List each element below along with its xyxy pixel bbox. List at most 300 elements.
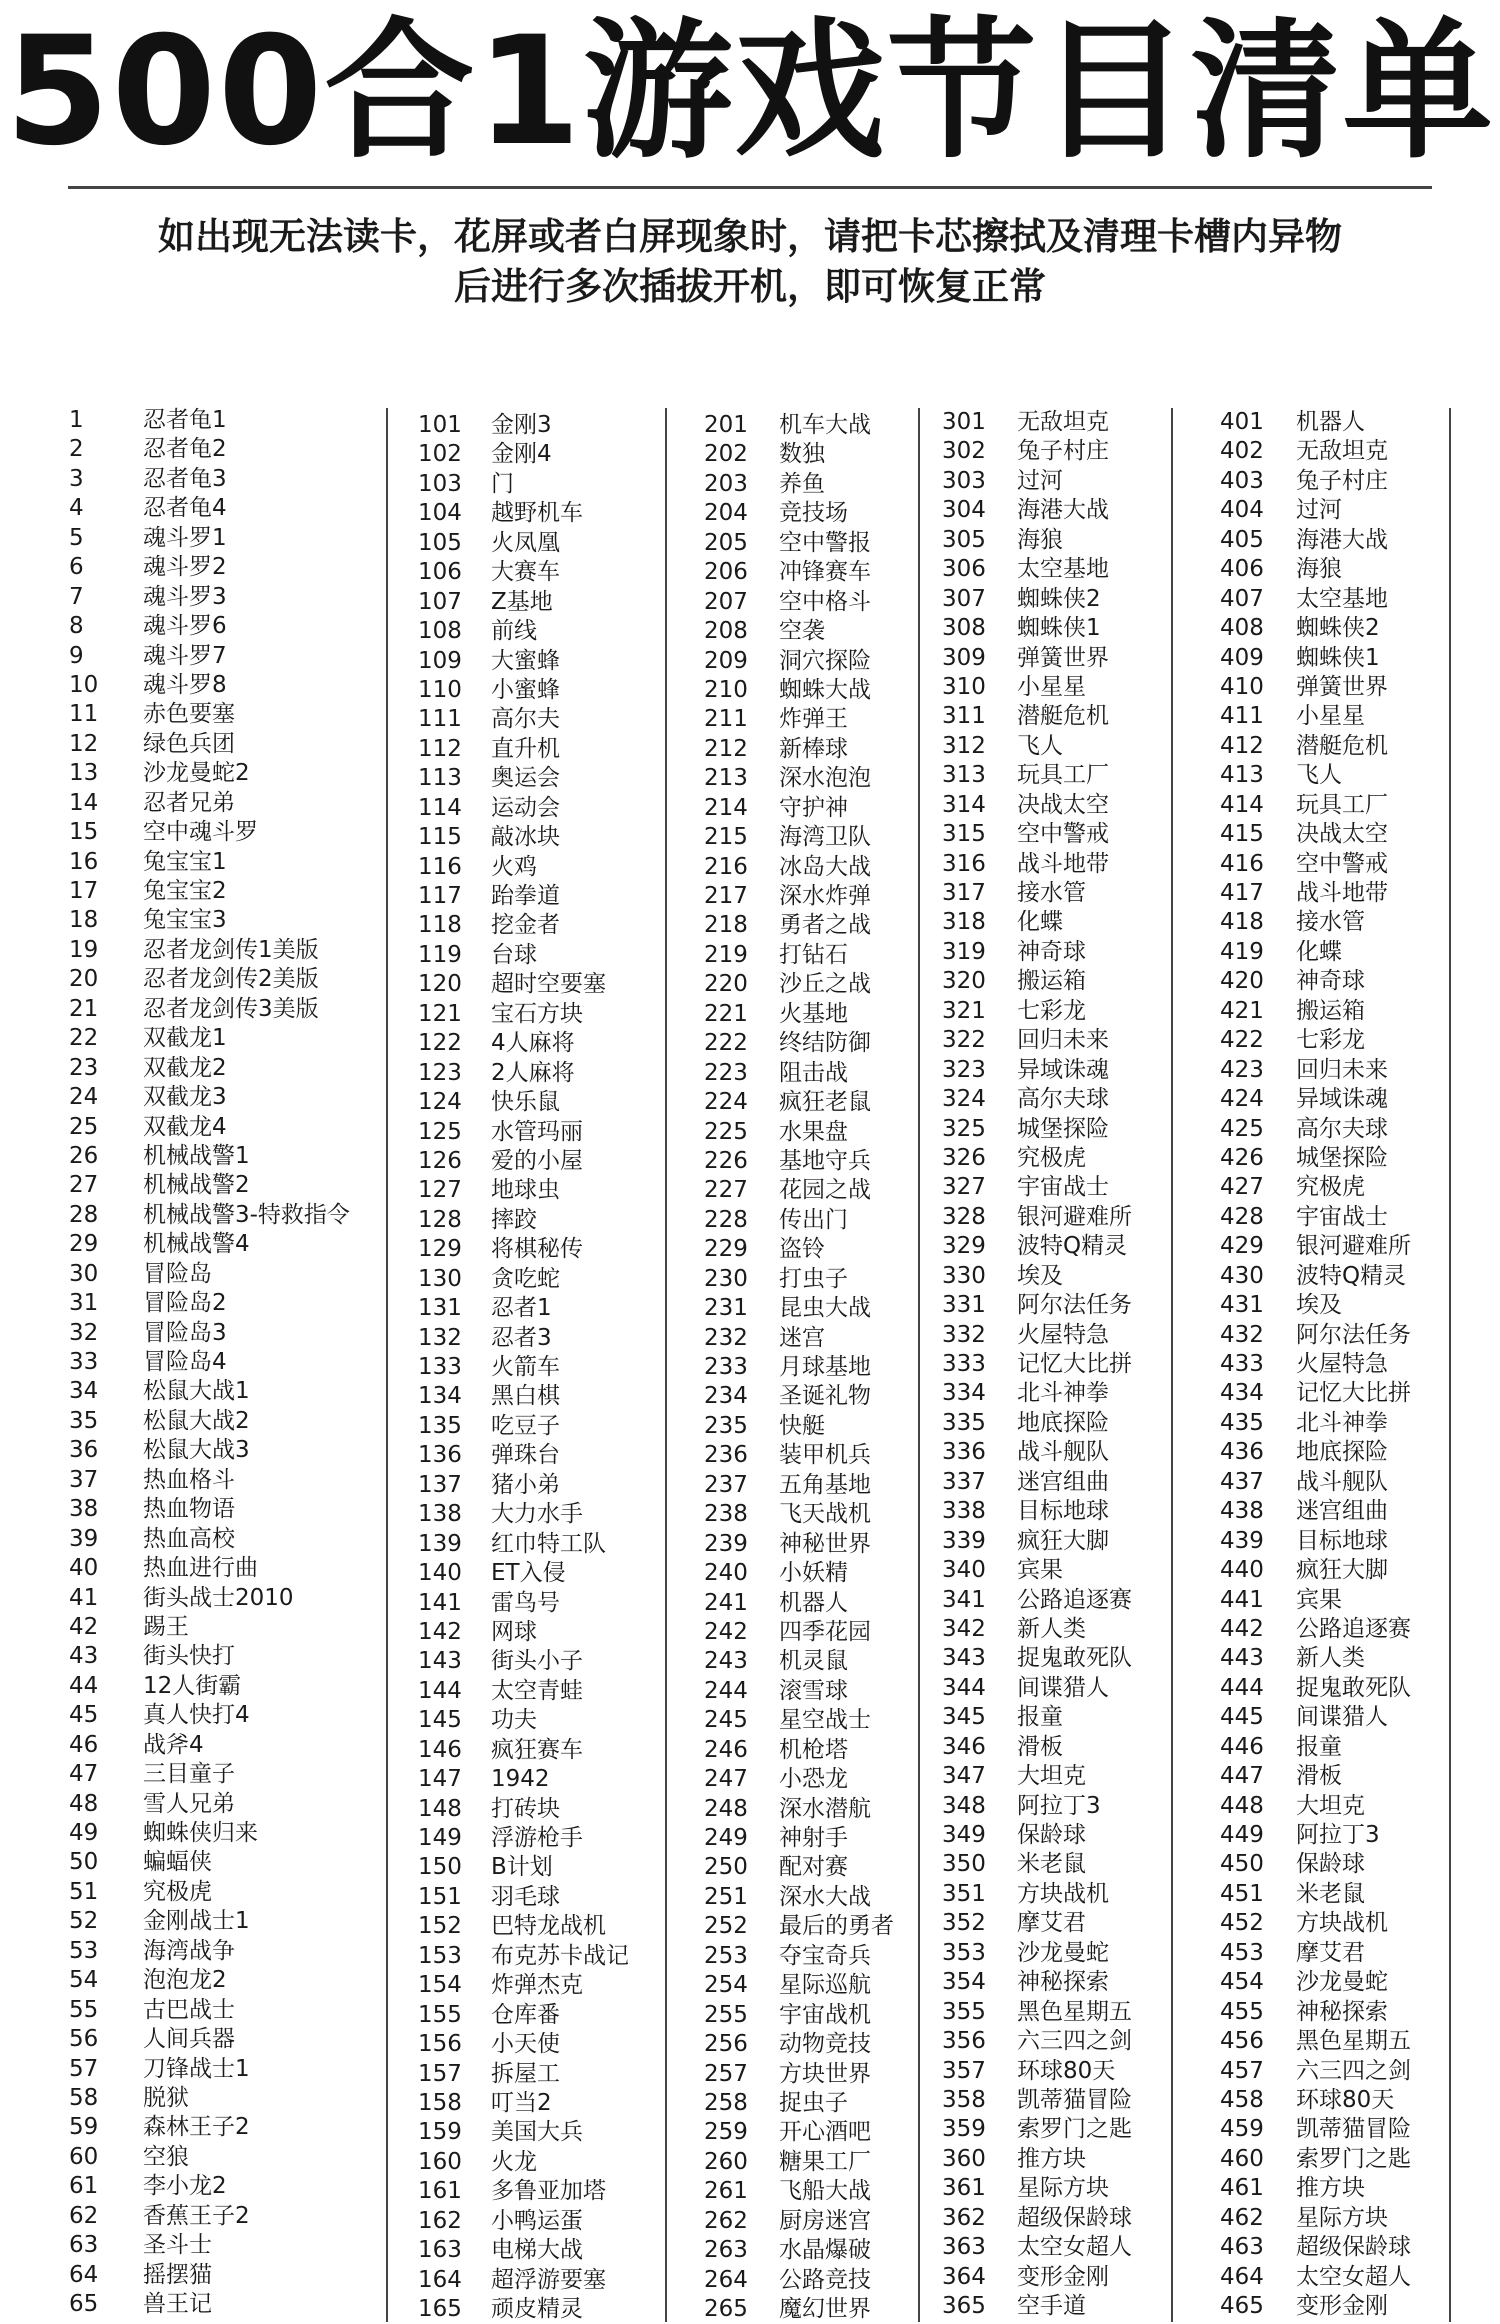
game-list-item (69, 2084, 349, 2113)
game-title: 数独 (779, 441, 825, 468)
game-number: 350 (942, 1851, 986, 1878)
game-title: 地球虫 (491, 1177, 560, 1204)
game-list-item (418, 2118, 698, 2147)
game-list-item (418, 1000, 698, 1029)
game-title: 弹珠台 (491, 1442, 560, 1469)
game-number: 155 (418, 2001, 462, 2028)
game-list-item (69, 877, 349, 906)
game-title: 超级保龄球 (1017, 2204, 1132, 2231)
game-list-item (69, 1230, 349, 1259)
game-list-item (69, 1436, 349, 1465)
game-title: 兔子村庄 (1017, 438, 1109, 465)
game-list-item (942, 1762, 1222, 1791)
game-title: 大坦克 (1017, 1763, 1086, 1790)
game-number: 123 (418, 1059, 462, 1086)
game-number: 225 (704, 1118, 748, 1145)
game-list-item (942, 732, 1222, 761)
game-number: 318 (942, 909, 986, 936)
game-title: 阿尔法任务 (1017, 1292, 1132, 1319)
game-number: 334 (942, 1380, 986, 1407)
game-title: 七彩龙 (1296, 1027, 1365, 1054)
game-number: 244 (704, 1677, 748, 1704)
game-list-item (69, 906, 349, 935)
game-number: 425 (1220, 1115, 1264, 1142)
game-list-item (69, 465, 349, 494)
game-list-item (1220, 526, 1500, 555)
game-number: 163 (418, 2237, 462, 2264)
game-title: 七彩龙 (1017, 997, 1086, 1024)
game-number: 35 (69, 1407, 99, 1434)
game-title: 滑板 (1017, 1733, 1063, 1760)
game-number: 34 (69, 1378, 99, 1405)
game-list-item (1220, 1968, 1500, 1997)
game-number: 438 (1220, 1498, 1264, 1525)
game-number: 105 (418, 529, 462, 556)
game-number: 121 (418, 1000, 462, 1027)
game-title: 阿拉丁3 (1296, 1822, 1380, 1848)
game-list-item (69, 494, 349, 523)
game-number: 47 (69, 1761, 99, 1788)
game-title: 弹簧世界 (1017, 644, 1109, 671)
game-title: 空手道 (1017, 2293, 1086, 2319)
game-number: 326 (942, 1144, 986, 1171)
game-number: 219 (704, 941, 748, 968)
game-number: 108 (418, 618, 462, 645)
game-list-item (418, 882, 698, 911)
game-number: 323 (942, 1056, 986, 1083)
game-title: 三目童子 (143, 1761, 235, 1788)
game-title: 方块世界 (779, 2060, 871, 2087)
game-number: 263 (704, 2237, 748, 2264)
game-title: 羽毛球 (491, 1883, 560, 1910)
game-list-item (942, 1291, 1222, 1320)
game-list-item (1220, 555, 1500, 584)
game-title: 小恐龙 (779, 1766, 848, 1793)
game-number: 6 (69, 554, 84, 581)
game-number: 435 (1220, 1409, 1264, 1436)
game-title: 快乐鼠 (491, 1089, 560, 1116)
game-title: 阿拉丁3 (1017, 1792, 1101, 1819)
game-list-item (418, 1235, 698, 1264)
game-title: 刀锋战士1 (143, 2055, 250, 2082)
game-list-item (942, 1203, 1222, 1232)
game-list-item (1220, 2057, 1500, 2086)
game-number: 132 (418, 1324, 462, 1351)
game-list-item (69, 2143, 349, 2172)
game-number: 429 (1220, 1233, 1264, 1260)
game-title: Z基地 (491, 588, 553, 615)
game-title: 目标地球 (1296, 1527, 1388, 1554)
game-title: 空袭 (779, 618, 825, 645)
game-list-item (69, 1348, 349, 1377)
game-number: 12 (69, 730, 99, 757)
game-title: 究极虎 (143, 1878, 212, 1905)
game-list-item (942, 1703, 1222, 1732)
game-list-item (69, 1319, 349, 1348)
game-list-item (418, 1912, 698, 1941)
game-list-item (942, 997, 1222, 1026)
game-title: 竞技场 (779, 500, 848, 527)
game-number: 414 (1220, 791, 1264, 818)
game-title: 贪吃蛇 (491, 1265, 560, 1292)
game-title: 空中警报 (779, 529, 871, 556)
game-list-item (418, 735, 698, 764)
game-number: 246 (704, 1736, 748, 1763)
game-number: 11 (69, 701, 99, 728)
game-number: 223 (704, 1059, 748, 1086)
game-title: 热血进行曲 (143, 1555, 258, 1582)
game-title: 推方块 (1296, 2175, 1365, 2202)
game-number: 342 (942, 1615, 986, 1642)
game-title: 阿尔法任务 (1296, 1321, 1411, 1348)
game-number: 327 (942, 1174, 986, 1201)
game-title: 机枪塔 (779, 1736, 848, 1763)
game-number: 217 (704, 883, 748, 909)
game-list-item (1220, 2145, 1500, 2174)
game-list-item (69, 995, 349, 1024)
game-title: 疯狂赛车 (491, 1736, 583, 1763)
game-title: 夺宝奇兵 (779, 1942, 871, 1969)
game-number: 159 (418, 2119, 462, 2146)
game-list-item (1220, 1733, 1500, 1762)
game-title: 李小龙2 (143, 2173, 227, 2200)
game-number: 362 (942, 2204, 986, 2231)
game-number: 352 (942, 1910, 986, 1937)
game-title: 热血物语 (143, 1496, 235, 1523)
game-title: 星际巡航 (779, 1972, 871, 1999)
game-title: 忍者龟2 (143, 436, 227, 463)
game-title: 双截龙1 (143, 1025, 227, 1052)
game-number: 220 (704, 971, 748, 998)
game-list-item (942, 879, 1222, 908)
game-title: 星空战士 (779, 1707, 871, 1734)
game-number: 231 (704, 1295, 748, 1322)
game-number: 142 (418, 1618, 462, 1645)
game-list-item (69, 1584, 349, 1613)
game-list-item (1220, 437, 1500, 466)
game-title: 魂斗罗8 (143, 671, 227, 698)
game-title: 超浮游要塞 (491, 2266, 606, 2293)
game-number: 62 (69, 2202, 99, 2229)
game-title: 忍者1 (491, 1295, 552, 1322)
game-title: 机械战警2 (143, 1172, 250, 1199)
game-list-item (69, 2290, 349, 2319)
game-title: 六三四之剑 (1017, 2028, 1132, 2055)
game-number: 413 (1220, 762, 1264, 789)
game-list-item (942, 1821, 1222, 1850)
game-title: 地底探险 (1296, 1439, 1388, 1466)
game-number: 308 (942, 615, 986, 642)
game-column-5 (1220, 408, 1500, 2321)
game-title: 目标地球 (1017, 1498, 1109, 1525)
game-title: 魂斗罗1 (143, 524, 227, 551)
game-title: 魂斗罗6 (143, 613, 227, 640)
game-number: 446 (1220, 1733, 1264, 1760)
game-title: 宇宙战机 (779, 2001, 871, 2028)
game-number: 457 (1220, 2057, 1264, 2084)
game-number: 113 (418, 765, 462, 792)
game-number: 405 (1220, 526, 1264, 553)
game-number: 221 (704, 1000, 748, 1027)
game-list-item (69, 1083, 349, 1112)
game-number: 330 (942, 1262, 986, 1289)
game-title: 摔跤 (491, 1206, 537, 1233)
game-number: 143 (418, 1648, 462, 1675)
game-list-item (418, 1412, 698, 1441)
game-title: 忍者龙剑传1美版 (143, 936, 319, 963)
game-list-item (418, 2295, 698, 2324)
game-title: 机灵鼠 (779, 1648, 848, 1675)
game-title: 火龙 (491, 2148, 537, 2175)
game-title: 冒险岛3 (143, 1319, 227, 1346)
game-number: 255 (704, 2001, 748, 2028)
game-number: 412 (1220, 732, 1264, 759)
game-list-item (1220, 614, 1500, 643)
game-number: 51 (69, 1878, 99, 1905)
game-list-item (942, 1409, 1222, 1438)
game-number: 241 (704, 1589, 748, 1616)
game-number: 16 (69, 848, 99, 875)
game-list-item (418, 794, 698, 823)
game-title: 吃豆子 (491, 1412, 560, 1439)
game-title: 踢王 (143, 1613, 189, 1640)
game-number: 251 (704, 1883, 748, 1910)
game-number: 338 (942, 1498, 986, 1525)
game-list-item (69, 1907, 349, 1936)
game-list-item (69, 1701, 349, 1730)
game-number: 310 (942, 673, 986, 700)
game-number: 331 (942, 1292, 986, 1319)
game-title: 潜艇危机 (1296, 732, 1388, 759)
game-title: 越野机车 (491, 500, 583, 527)
game-title: 松鼠大战2 (143, 1407, 250, 1434)
game-list-item (942, 1232, 1222, 1261)
game-title: 决战太空 (1296, 821, 1388, 848)
game-list-item (418, 1736, 698, 1765)
game-title: 糖果工厂 (779, 2148, 871, 2175)
game-list-item (1220, 1674, 1500, 1703)
game-list-item (1220, 761, 1500, 790)
game-title: 高尔夫球 (1296, 1115, 1388, 1142)
game-list-item (69, 2113, 349, 2142)
game-number: 428 (1220, 1203, 1264, 1230)
game-number: 22 (69, 1025, 99, 1052)
game-list-item (69, 1819, 349, 1848)
game-title: 机器人 (779, 1589, 848, 1616)
game-title: 报童 (1017, 1704, 1063, 1731)
game-title: 火凤凰 (491, 529, 560, 556)
game-list-item (418, 1088, 698, 1117)
game-number: 53 (69, 1937, 99, 1964)
game-number: 256 (704, 2031, 748, 2058)
game-number: 431 (1220, 1292, 1264, 1319)
game-title: 疯狂老鼠 (779, 1089, 871, 1116)
game-number: 239 (704, 1530, 748, 1557)
game-list-item (69, 1878, 349, 1907)
game-title: 配对赛 (779, 1854, 848, 1881)
game-number: 319 (942, 938, 986, 965)
game-title: 滑板 (1296, 1763, 1342, 1790)
game-number: 149 (418, 1825, 462, 1851)
game-number: 45 (69, 1702, 99, 1729)
game-number: 64 (69, 2261, 99, 2288)
game-number: 461 (1220, 2175, 1264, 2202)
game-number: 419 (1220, 938, 1264, 965)
game-number: 55 (69, 1996, 99, 2023)
game-number: 18 (69, 907, 99, 934)
game-list-item (418, 1147, 698, 1176)
game-list-item (942, 820, 1222, 849)
game-title: 快艇 (779, 1412, 825, 1439)
game-title: 海狼 (1296, 556, 1342, 583)
game-title: 海港大战 (1017, 497, 1109, 524)
game-list-item (1220, 1350, 1500, 1379)
game-list-item (942, 1556, 1222, 1585)
game-list-item (1220, 1232, 1500, 1261)
game-title: 黑白棋 (491, 1383, 560, 1410)
game-number: 153 (418, 1942, 462, 1969)
game-number: 406 (1220, 556, 1264, 583)
game-title: 金刚3 (491, 412, 552, 438)
game-list-item (1220, 1586, 1500, 1615)
game-list-item (942, 1850, 1222, 1879)
game-number: 111 (418, 706, 462, 733)
game-title: 仓库番 (491, 2001, 560, 2028)
game-title: 银河避难所 (1296, 1233, 1411, 1260)
game-title: 星际方块 (1296, 2204, 1388, 2231)
game-title: 摩艾君 (1296, 1939, 1365, 1966)
game-title: 赤色要塞 (143, 701, 235, 728)
game-title: 2人麻将 (491, 1059, 575, 1086)
game-number: 146 (418, 1736, 462, 1763)
game-list-item (942, 408, 1222, 437)
game-number: 402 (1220, 438, 1264, 465)
game-number: 117 (418, 883, 462, 909)
game-number: 212 (704, 735, 748, 762)
game-title: 高尔夫球 (1017, 1086, 1109, 1113)
game-list-item (418, 2001, 698, 2030)
game-title: 泡泡龙2 (143, 1967, 227, 1994)
game-list-item (1220, 1615, 1500, 1644)
game-title: 机械战警1 (143, 1142, 250, 1169)
game-list-item (69, 524, 349, 553)
game-title: 异域诛魂 (1296, 1086, 1388, 1113)
game-number: 312 (942, 732, 986, 759)
game-number: 15 (69, 819, 99, 846)
game-number: 354 (942, 1969, 986, 1996)
game-title: 花园之战 (779, 1177, 871, 1204)
game-list-item (942, 761, 1222, 790)
game-list-item (69, 642, 349, 671)
game-list-item (1220, 1203, 1500, 1232)
game-list-item (942, 644, 1222, 673)
game-title: 宇宙战士 (1296, 1203, 1388, 1230)
game-title: 深水炸弹 (779, 883, 871, 909)
game-number: 236 (704, 1442, 748, 1469)
game-number: 24 (69, 1084, 99, 1111)
game-title: 冰岛大战 (779, 853, 871, 880)
game-number: 48 (69, 1790, 99, 1817)
game-list-item (69, 1377, 349, 1406)
game-number: 41 (69, 1584, 99, 1611)
game-list-item (418, 647, 698, 676)
game-title: 小蜜蜂 (491, 676, 560, 703)
game-list-item (942, 1468, 1222, 1497)
game-title: 蜘蛛侠1 (1296, 644, 1380, 671)
game-list-item (942, 1909, 1222, 1938)
game-number: 260 (704, 2148, 748, 2175)
game-number: 403 (1220, 467, 1264, 494)
game-number: 340 (942, 1557, 986, 1584)
game-title: 无敌坦克 (1296, 438, 1388, 465)
game-list-item (69, 1466, 349, 1495)
game-title: 玩具工厂 (1296, 791, 1388, 818)
game-list-item (1220, 1115, 1500, 1144)
game-number: 404 (1220, 497, 1264, 524)
game-number: 228 (704, 1206, 748, 1233)
page-title: 500合1游戏节目清单 (5, 5, 1495, 179)
game-title: 热血格斗 (143, 1466, 235, 1493)
game-title: 直升机 (491, 735, 560, 762)
game-number: 21 (69, 995, 99, 1022)
game-title: 雪人兄弟 (143, 1790, 235, 1817)
game-number: 210 (704, 676, 748, 703)
game-number: 5 (69, 524, 84, 551)
game-list-item (942, 1527, 1222, 1556)
game-title: 装甲机兵 (779, 1442, 871, 1469)
game-title: 沙龙曼蛇2 (143, 760, 250, 787)
game-title: 索罗门之匙 (1296, 2145, 1411, 2172)
game-number: 349 (942, 1822, 986, 1848)
game-title: 敲冰块 (491, 824, 560, 851)
game-title: 海湾战争 (143, 1937, 235, 1964)
game-list-item (69, 1407, 349, 1436)
game-title: 空狼 (143, 2143, 189, 2170)
game-title: 机车大战 (779, 412, 871, 438)
game-list-item (1220, 1497, 1500, 1526)
game-list-item (942, 1321, 1222, 1350)
game-list-item (1220, 2263, 1500, 2292)
game-list-item (1220, 2174, 1500, 2203)
game-title: 红巾特工队 (491, 1530, 606, 1557)
game-number: 322 (942, 1027, 986, 1054)
game-list-item (1220, 1321, 1500, 1350)
game-list-item (69, 1672, 349, 1701)
game-number: 38 (69, 1496, 99, 1523)
game-list-item (69, 2172, 349, 2201)
game-number: 224 (704, 1089, 748, 1116)
game-title: 疯狂大脚 (1017, 1527, 1109, 1554)
game-title: 跆拳道 (491, 883, 560, 909)
game-list-item (69, 2025, 349, 2054)
game-number: 328 (942, 1203, 986, 1230)
game-title: 宾果 (1296, 1586, 1342, 1613)
game-number: 44 (69, 1672, 99, 1699)
game-number: 19 (69, 936, 99, 963)
game-list-item (418, 1176, 698, 1205)
game-number: 204 (704, 500, 748, 527)
game-number: 437 (1220, 1468, 1264, 1495)
game-number: 463 (1220, 2234, 1264, 2261)
game-title: 海湾卫队 (779, 824, 871, 851)
game-title: 飞天战机 (779, 1501, 871, 1528)
game-number: 61 (69, 2173, 99, 2200)
game-column-4 (942, 408, 1222, 2321)
game-number: 37 (69, 1466, 99, 1493)
game-title: 打钻石 (779, 941, 848, 968)
game-title: 神秘探索 (1017, 1969, 1109, 1996)
game-number: 316 (942, 850, 986, 877)
